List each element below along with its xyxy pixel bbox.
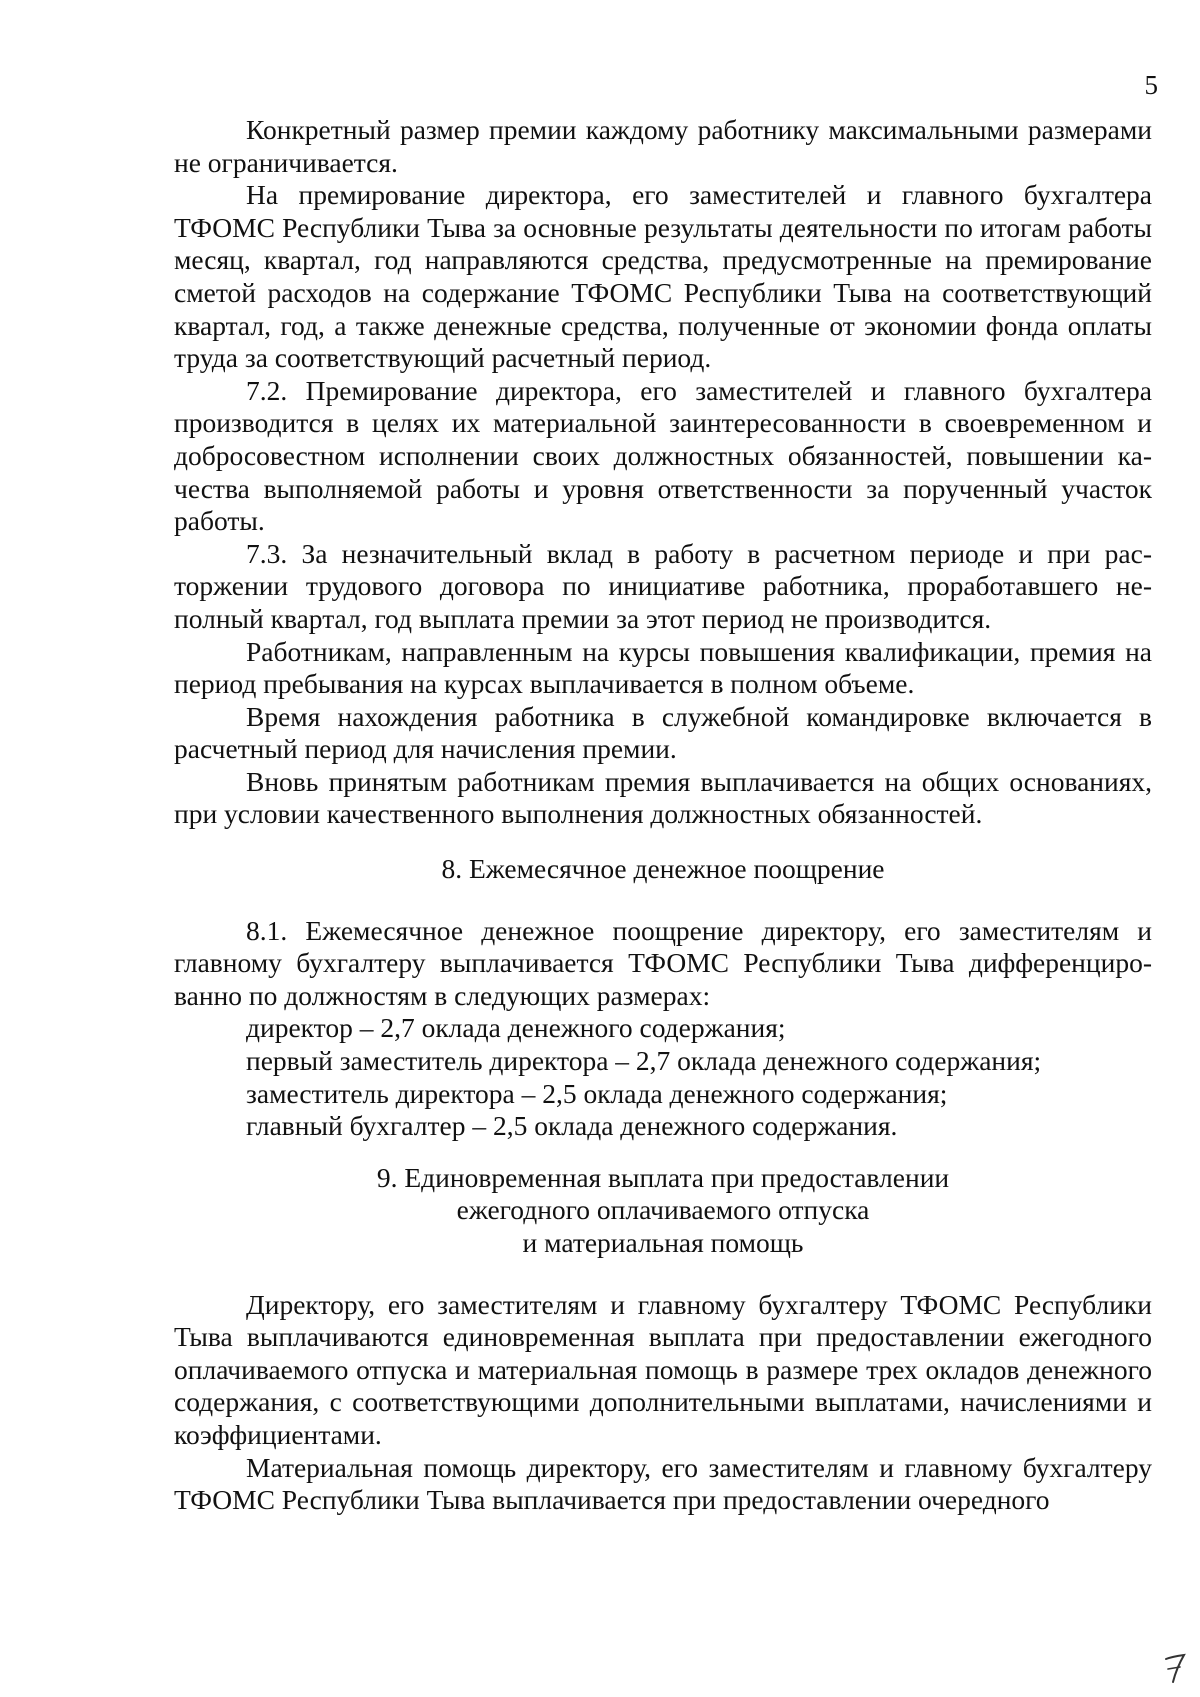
paragraph: 8.1. Ежемесячное денежное поощрение директору, его заместителям и главному бухгалтеру выплачивается ТФОМС Республики Тыва дифференцированно по должностям в следующих размерах: — [174, 914, 1152, 1011]
section-8-heading: 8. Ежемесячное денежное поощрение — [441, 853, 885, 885]
paragraph: 7.3. За незначительный вклад в работу в расчетном периоде и при расторжении трудового договора по инициативе работника, проработавшего неполный квартал, год выплата премии за этот период не производится. — [174, 537, 1152, 634]
section-9-heading-line: ежегодного оплачиваемого отпуска — [456, 1194, 870, 1226]
section-9-heading-line: и материальная помощь — [522, 1227, 804, 1258]
paragraph: Работникам, направленным на курсы повышения квалификации, премия на период пребывания на курсах выплачивается в полном объеме. — [174, 635, 1152, 700]
paragraph: Вновь принятым работникам премия выплачивается на общих основаниях, при условии качественного выполнения должностных обязанностей. — [174, 765, 1152, 830]
paragraph: Директору, его заместителям и главному бухгалтеру ТФОМС Республики Тыва выплачиваются единовременная выплата при предоставлении ежегодного оплачиваемого отпуска и материальная помощь в размере трех окладов денежного содержания, с соответствующими дополнительными выплатами, начислениями и коэффициентами. — [174, 1288, 1152, 1450]
handwritten-page-mark-icon — [1164, 1650, 1186, 1684]
list-item: первый заместитель директора – 2,7 оклада денежного содержания; — [246, 1045, 1042, 1077]
list-item: главный бухгалтер – 2,5 оклада денежного содержания. — [246, 1110, 898, 1142]
section-9-heading — [174, 1162, 1152, 1260]
paragraph: Конкретный размер премии каждому работнику максимальными размерами не ограничивается. — [174, 114, 1152, 178]
list-item: директор – 2,7 оклада денежного содержания; — [246, 1012, 786, 1044]
section-9-heading-line: 9. Единовременная выплата при предоставлении — [376, 1161, 950, 1193]
paragraph: 7.2. Премирование директора, его заместителей и главного бухгалтера производится в целях их материальной заинтересованности в своевременном и добросовестном исполнении своих должностных обязанностей, повышении качества выполняемой работы и уровня ответственности за порученный участок работы. — [174, 374, 1152, 537]
list-item: заместитель директора – 2,5 оклада денежного содержания; — [246, 1077, 948, 1109]
paragraph: Материальная помощь директору, его заместителям и главному бухгалтеру ТФОМС Республики Тыва выплачивается при предоставлении очередного — [174, 1451, 1152, 1516]
paragraph: Время нахождения работника в служебной командировке включается в расчетный период для начисления премии. — [174, 700, 1152, 765]
document-body — [174, 114, 1152, 1517]
paragraph: На премирование директора, его заместителей и главного бухгалтера ТФОМС Республики Тыва за основные результаты деятельности по итогам работы месяц, квартал, год направляются средства, предусмотренные на премирование сметой расходов на содержание ТФОМС Республики Тыва на соответствующий квартал, год, а также денежные средства, полученные от экономии фонда оплаты труда за соответствующий расчетный период. — [174, 179, 1152, 374]
page-number: 5 — [1144, 70, 1158, 100]
